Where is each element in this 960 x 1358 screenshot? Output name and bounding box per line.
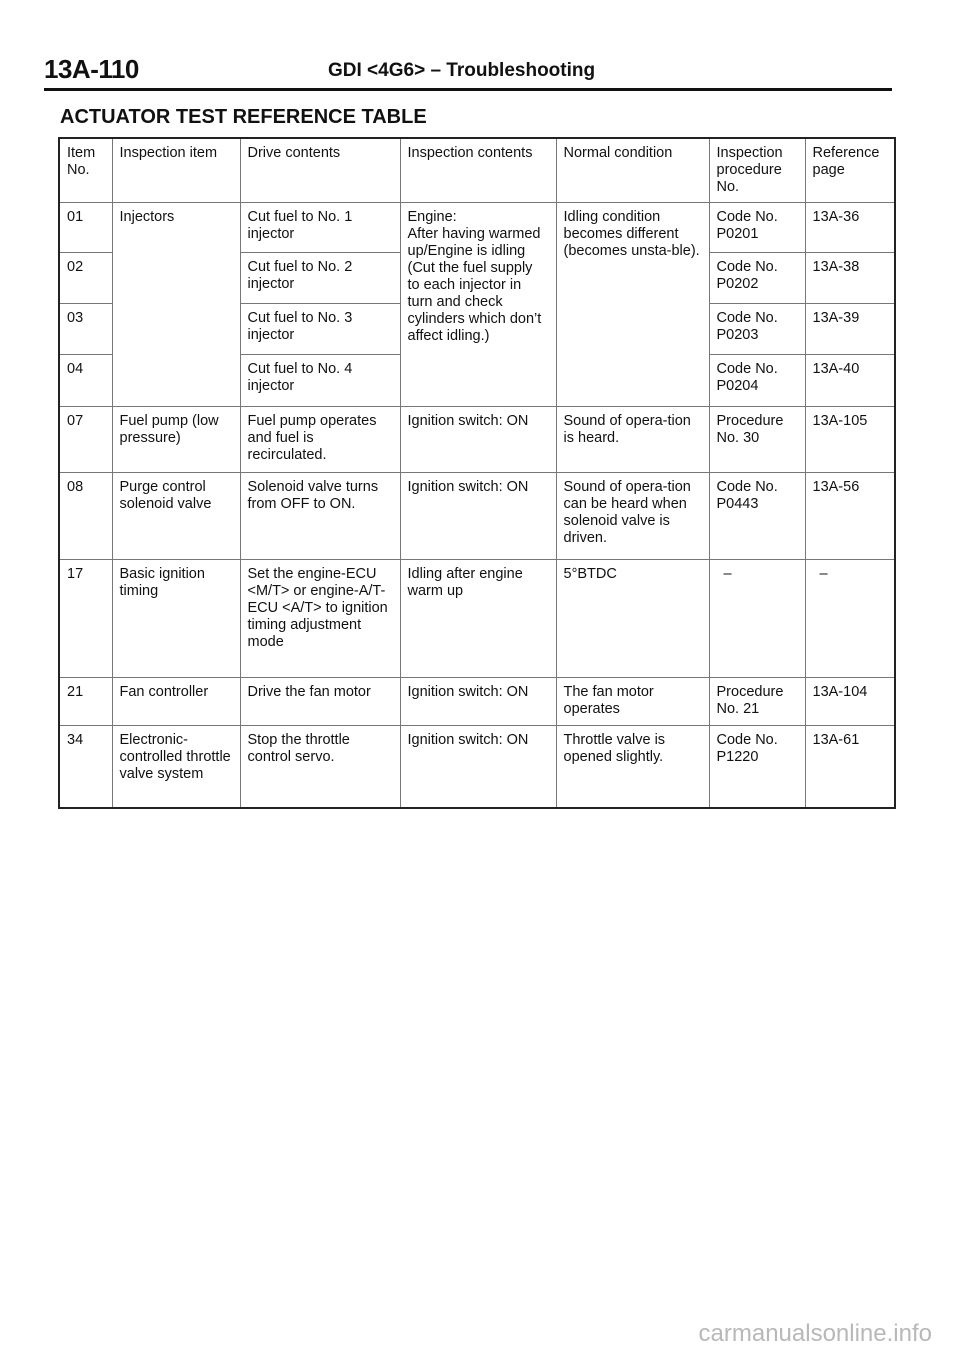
inspection-item: Purge control solenoid valve <box>112 473 240 560</box>
inspection-contents: Ignition switch: ON <box>400 407 556 473</box>
table-row <box>59 678 895 726</box>
drive-contents: Cut fuel to No. 2 injector <box>240 253 400 304</box>
inspection-contents: Ignition switch: ON <box>400 473 556 560</box>
item-number: 34 <box>59 726 112 808</box>
normal-condition: Idling condition becomes different (becomes unsta-ble). <box>556 203 709 407</box>
inspection-item: Fuel pump (low pressure) <box>112 407 240 473</box>
item-number: 17 <box>59 560 112 678</box>
reference-page: 13A-105 <box>805 407 895 473</box>
column-header: Inspection item <box>112 138 240 203</box>
inspection-procedure: Procedure No. 30 <box>709 407 805 473</box>
inspection-procedure: Procedure No. 21 <box>709 678 805 726</box>
table-row <box>59 407 895 473</box>
reference-page: 13A-40 <box>805 355 895 407</box>
reference-page: 13A-104 <box>805 678 895 726</box>
drive-contents: Fuel pump operates and fuel is recirculated. <box>240 407 400 473</box>
page-header-title: GDI <4G6> – Troubleshooting <box>328 60 596 81</box>
inspection-item: Injectors <box>112 203 240 407</box>
drive-contents: Cut fuel to No. 1 injector <box>240 203 400 253</box>
normal-condition: Sound of opera-tion can be heard when solenoid valve is driven. <box>556 473 709 560</box>
inspection-procedure: Code No. P0204 <box>709 355 805 407</box>
item-number: 08 <box>59 473 112 560</box>
item-number: 03 <box>59 304 112 355</box>
reference-page: 13A-39 <box>805 304 895 355</box>
normal-condition: Sound of opera-tion is heard. <box>556 407 709 473</box>
drive-contents: Set the engine-ECU <M/T> or engine-A/T-ECU <A/T> to ignition timing adjustment mode <box>240 560 400 678</box>
section-title: ACTUATOR TEST REFERENCE TABLE <box>60 106 427 128</box>
table-row <box>59 203 895 253</box>
item-number: 21 <box>59 678 112 726</box>
inspection-contents: Idling after engine warm up <box>400 560 556 678</box>
reference-page: 13A-61 <box>805 726 895 808</box>
table-row <box>59 560 895 678</box>
column-header: Item No. <box>59 138 112 203</box>
column-header: Inspection procedure No. <box>709 138 805 203</box>
reference-page: 13A-56 <box>805 473 895 560</box>
inspection-procedure: – <box>709 560 805 678</box>
inspection-procedure: Code No. P1220 <box>709 726 805 808</box>
inspection-procedure: Code No. P0443 <box>709 473 805 560</box>
drive-contents: Solenoid valve turns from OFF to ON. <box>240 473 400 560</box>
inspection-contents: Ignition switch: ON <box>400 678 556 726</box>
inspection-contents: Engine: After having warmed up/Engine is idling (Cut the fuel supply to each injector in turn and check cylinders which don’t affect idling.) <box>400 203 556 407</box>
table-row <box>59 726 895 808</box>
table-header-row <box>59 138 895 203</box>
drive-contents: Cut fuel to No. 3 injector <box>240 304 400 355</box>
drive-contents: Drive the fan motor <box>240 678 400 726</box>
inspection-item: Fan controller <box>112 678 240 726</box>
inspection-item: Electronic-controlled throttle valve system <box>112 726 240 808</box>
item-number: 01 <box>59 203 112 253</box>
inspection-contents: Ignition switch: ON <box>400 726 556 808</box>
normal-condition: Throttle valve is opened slightly. <box>556 726 709 808</box>
reference-page: – <box>805 560 895 678</box>
watermark: carmanualsonline.info <box>698 1320 932 1347</box>
inspection-item: Basic ignition timing <box>112 560 240 678</box>
item-number: 07 <box>59 407 112 473</box>
column-header: Inspection contents <box>400 138 556 203</box>
column-header: Normal condition <box>556 138 709 203</box>
item-number: 02 <box>59 253 112 304</box>
actuator-test-reference-table <box>58 137 896 809</box>
normal-condition: The fan motor operates <box>556 678 709 726</box>
page-number: 13A-110 <box>44 54 139 84</box>
normal-condition: 5°BTDC <box>556 560 709 678</box>
drive-contents: Cut fuel to No. 4 injector <box>240 355 400 407</box>
header-divider <box>44 88 892 91</box>
column-header: Reference page <box>805 138 895 203</box>
table-row <box>59 473 895 560</box>
drive-contents: Stop the throttle control servo. <box>240 726 400 808</box>
inspection-procedure: Code No. P0202 <box>709 253 805 304</box>
inspection-procedure: Code No. P0201 <box>709 203 805 253</box>
column-header: Drive contents <box>240 138 400 203</box>
item-number: 04 <box>59 355 112 407</box>
inspection-procedure: Code No. P0203 <box>709 304 805 355</box>
reference-page: 13A-36 <box>805 203 895 253</box>
reference-page: 13A-38 <box>805 253 895 304</box>
